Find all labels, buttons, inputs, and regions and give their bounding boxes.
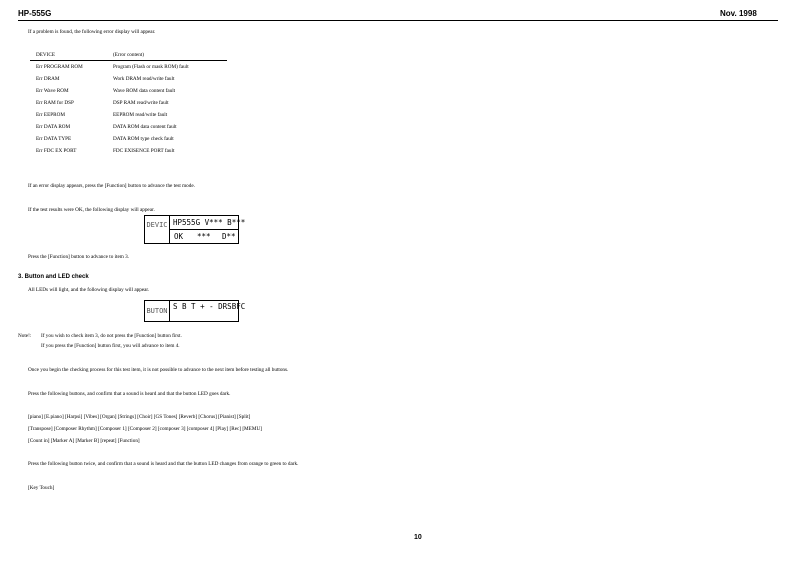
once-begin-text: Once you begin the checking process for this test item, it is not possible to advance to the next item before testing all buttons. <box>28 367 289 373</box>
header-rule <box>18 20 778 21</box>
lcd-line2-right: D** <box>222 232 236 241</box>
lcd-label: DEVIC <box>145 216 170 243</box>
table-row-error: Program (Flash or mask ROM) fault <box>113 64 189 70</box>
table-row-device: Err FDC EX PORT <box>36 148 77 154</box>
section-title: 3. Button and LED check <box>18 274 89 280</box>
lcd-display-button <box>144 300 246 322</box>
table-row-device: Err DATA TYPE <box>36 136 72 142</box>
intro-text: If a problem is found, the following error display will appear. <box>28 29 156 35</box>
table-row-error: DATA ROM type check fault <box>113 136 174 142</box>
header-date: Nov. 1998 <box>720 9 757 18</box>
table-header-device: DEVICE <box>36 52 56 58</box>
all-leds-text: All LEDs will light, and the following display will appear. <box>28 287 150 293</box>
lcd-divider <box>170 229 238 230</box>
lcd-line2-status: OK <box>174 232 184 241</box>
table-row-device: Err PROGRAM ROM <box>36 64 83 70</box>
page-number: 10 <box>414 534 422 541</box>
error-advance-text: If an error display appears, press the [Function] button to advance the test mode. <box>28 183 195 189</box>
lcd-label: BUTON <box>145 301 170 321</box>
note-line-1: If you wish to check item 3, do not press the [Function] button first. <box>41 333 182 339</box>
button-list-line-1: [piano] [E.piano] [Harpsi] [Vibes] [Organ] [Strings] [Choir] [GS Tones] [Reverb] [Chorus] [Pianist] [Split] <box>28 414 251 420</box>
button-list-line-3: [Count in] [Marker A] [Marker B] [repeat] [Function] <box>28 438 140 444</box>
press-buttons-text: Press the following buttons, and confirm that a sound is heard and that the button LED goes dark. <box>28 391 231 397</box>
lcd-display-ok <box>144 215 246 244</box>
advance-item3-text: Press the [Function] button to advance to item 3. <box>28 254 129 260</box>
press-twice-text: Press the following button twice, and confirm that a sound is heard and that the button LED changes from orange to green to dark. <box>28 461 299 467</box>
table-row-device: Err Wave ROM <box>36 88 69 94</box>
button-list-line-2: [Transpose] [Composer Rhythm] [Composer 1] [Composer 2] [composer 3] [composer 4] [Play] [Rec] [MEMU] <box>28 426 262 432</box>
note-label: Note!: <box>18 333 32 339</box>
lcd-line2-mid: *** <box>197 232 211 241</box>
table-row-device: Err EEPROM <box>36 112 65 118</box>
table-row-error: EEPROM read/write fault <box>113 112 168 118</box>
lcd-line1: S B T + - DRSBFC <box>173 302 246 311</box>
lcd-line1: HP555G V*** B*** <box>173 218 246 227</box>
key-touch-label: [Key Touch] <box>28 485 55 491</box>
table-header-error: (Error content) <box>113 52 144 58</box>
note-line-2: If you press the [Function] button first, you will advance to item 4. <box>41 343 180 349</box>
table-header-rule <box>30 60 227 61</box>
table-row-device: Err DATA ROM <box>36 124 71 130</box>
table-row-error: DATA ROM data content fault <box>113 124 177 130</box>
table-row-error: DSP RAM read/write fault <box>113 100 169 106</box>
ok-display-text: If the test results were OK, the following display will appear. <box>28 207 155 213</box>
table-row-error: Wave ROM data content fault <box>113 88 176 94</box>
table-row-error: FDC EXISENCE PORT fault <box>113 148 175 154</box>
table-row-device: Err DRAM <box>36 76 60 82</box>
table-row-error: Work DRAM read/write fault <box>113 76 175 82</box>
header-model: HP-555G <box>18 9 52 18</box>
table-row-device: Err RAM for DSP <box>36 100 74 106</box>
